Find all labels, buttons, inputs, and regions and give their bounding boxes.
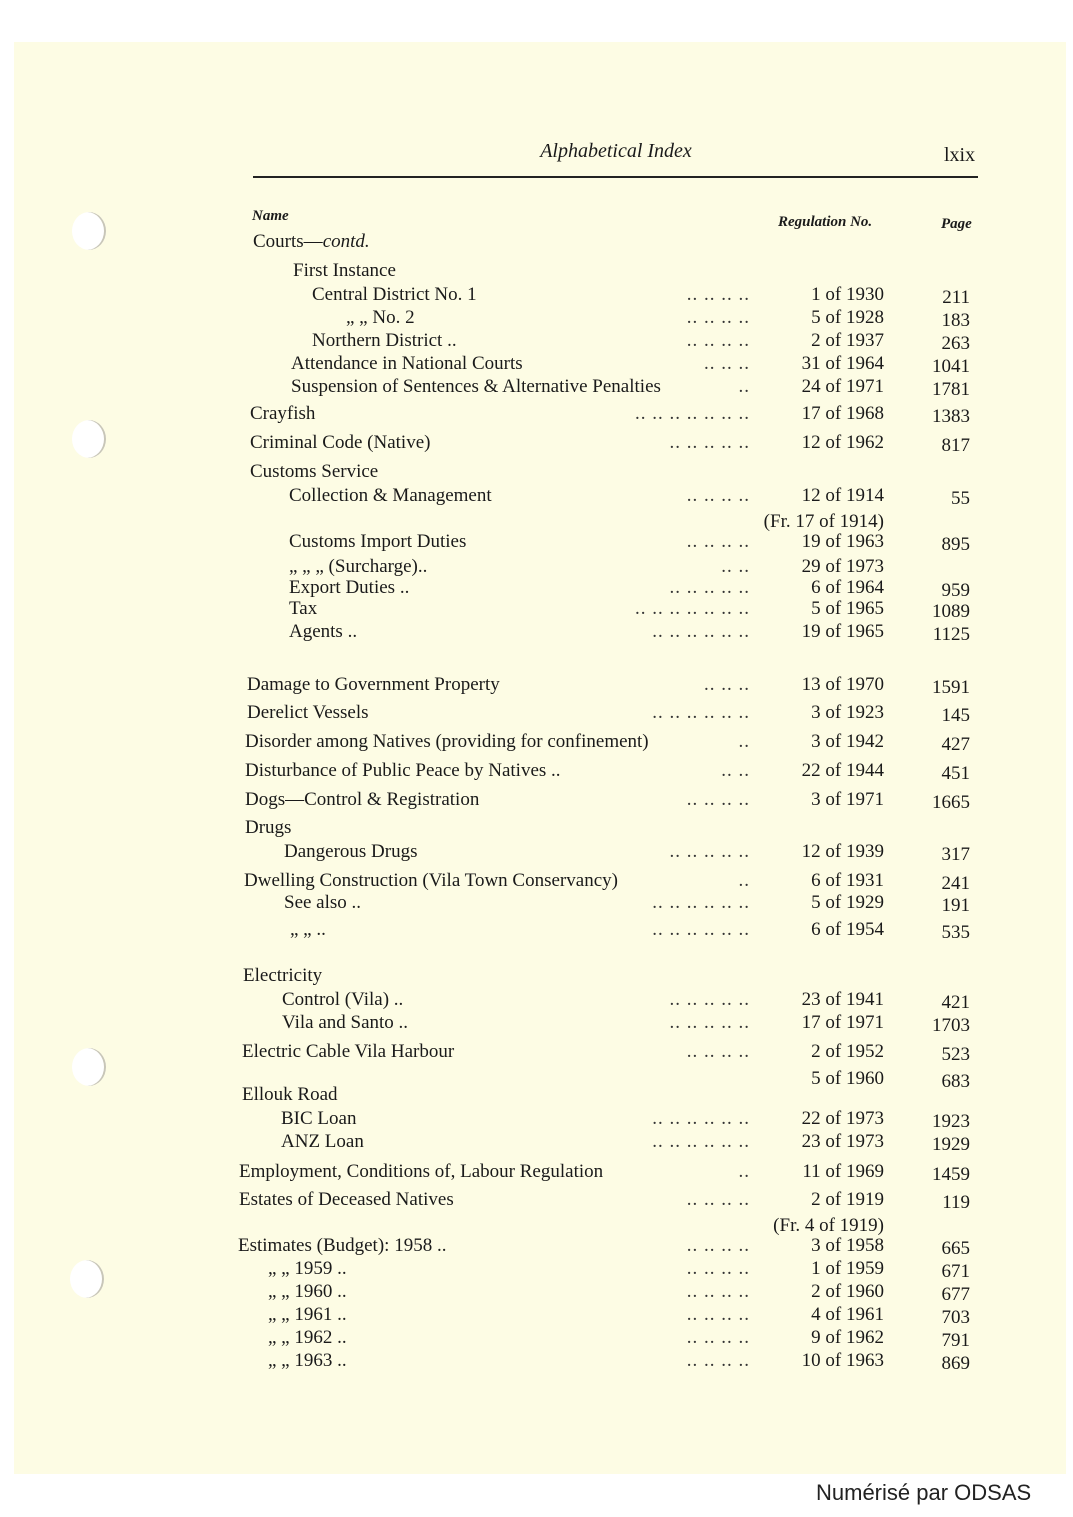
leader-dots: .. (738, 1161, 750, 1182)
leader-dots: .. .. .. .. .. (669, 989, 750, 1010)
index-entry (0, 230, 1073, 254)
entry-name: Agents .. (289, 621, 358, 642)
page-reference: 683 (941, 1071, 970, 1092)
index-entry (0, 1130, 1073, 1154)
leader-dots: .. .. .. .. .. .. (652, 702, 750, 723)
entry-name: Dogs—Control & Registration (245, 789, 480, 810)
page-reference: 241 (941, 873, 970, 894)
entry-name: See also .. (284, 892, 362, 913)
page-reference: 1929 (932, 1134, 970, 1155)
regulation-number: 19 of 1965 (801, 621, 884, 642)
entry-name: Drugs (245, 817, 292, 838)
page-reference: 1781 (932, 379, 970, 400)
page-reference: 959 (941, 580, 970, 601)
regulation-number: 11 of 1969 (802, 1161, 884, 1182)
regulation-number: 13 of 1970 (801, 674, 884, 695)
page-reference: 1383 (932, 406, 970, 427)
entry-name: „ „ 1961 .. (268, 1304, 347, 1325)
leader-dots: .. .. .. .. .. .. (652, 892, 750, 913)
leader-dots: .. .. .. .. .. .. (652, 919, 750, 940)
page-reference: 55 (951, 488, 970, 509)
index-entry (0, 840, 1073, 864)
index-entry (0, 1083, 1073, 1107)
index-entry (0, 788, 1073, 812)
leader-dots: .. .. .. .. (686, 1327, 750, 1348)
regulation-number: 29 of 1973 (801, 556, 884, 577)
index-entry (0, 530, 1073, 554)
index-entry (0, 306, 1073, 330)
entry-name: „ „ 1962 .. (268, 1327, 347, 1348)
page-reference: 119 (942, 1192, 970, 1213)
index-entry (0, 673, 1073, 697)
regulation-number: 17 of 1971 (801, 1012, 884, 1033)
regulation-number: 2 of 1960 (811, 1281, 884, 1302)
entry-name: Central District No. 1 (312, 284, 477, 305)
regulation-number: 22 of 1973 (801, 1108, 884, 1129)
index-entry (0, 283, 1073, 307)
entry-name: Employment, Conditions of, Labour Regulation (239, 1161, 604, 1182)
index-entry (0, 460, 1073, 484)
leader-dots: .. .. .. .. (686, 531, 750, 552)
entry-name: „ „ .. (290, 919, 326, 940)
regulation-number: 1 of 1930 (811, 284, 884, 305)
page-reference: 1923 (932, 1111, 970, 1132)
index-entry (0, 1011, 1073, 1035)
page-reference: 895 (941, 534, 970, 555)
leader-dots: .. .. .. .. (686, 307, 750, 328)
column-header-page: Page (941, 216, 972, 232)
entry-name: Electric Cable Vila Harbour (242, 1041, 455, 1062)
leader-dots: .. .. .. .. .. (669, 577, 750, 598)
page-number: lxix (944, 144, 976, 166)
page-reference: 191 (941, 895, 970, 916)
regulation-number: 12 of 1962 (801, 432, 884, 453)
index-entry (0, 759, 1073, 783)
leader-dots: .. .. .. .. (686, 1189, 750, 1210)
index-entry (0, 701, 1073, 725)
page-reference: 791 (941, 1330, 970, 1351)
entry-name: ANZ Loan (281, 1131, 364, 1152)
index-entry (0, 964, 1073, 988)
entry-name: Collection & Management (289, 485, 492, 506)
entry-name: Disturbance of Public Peace by Natives .. (245, 760, 561, 781)
leader-dots: .. .. .. .. .. (669, 841, 750, 862)
entry-name: Vila and Santo .. (282, 1012, 409, 1033)
index-entry (0, 431, 1073, 455)
regulation-number: 2 of 1919 (811, 1189, 884, 1210)
index-entry (0, 988, 1073, 1012)
page-reference: 671 (941, 1261, 970, 1282)
regulation-number: 5 of 1960 (811, 1068, 884, 1089)
entry-name: „ „ No. 2 (346, 307, 415, 328)
index-entry (0, 329, 1073, 353)
index-entry (0, 1040, 1073, 1064)
leader-dots: .. .. .. .. .. .. .. (635, 403, 750, 424)
entry-name: Estimates (Budget): 1958 .. (238, 1235, 447, 1256)
entry-name: „ „ 1960 .. (268, 1281, 347, 1302)
index-entry (0, 620, 1073, 644)
page-reference: 263 (941, 333, 970, 354)
entry-name: „ „ „ (Surcharge).. (289, 556, 428, 577)
regulation-number: 6 of 1964 (811, 577, 884, 598)
page-reference: 869 (941, 1353, 970, 1374)
regulation-number: 5 of 1929 (811, 892, 884, 913)
leader-dots: .. .. .. .. (686, 1235, 750, 1256)
index-entry (0, 730, 1073, 754)
regulation-number: 3 of 1923 (811, 702, 884, 723)
entry-name: Derelict Vessels (247, 702, 369, 723)
leader-dots: .. .. .. (704, 353, 750, 374)
page-reference: 183 (941, 310, 970, 331)
regulation-number: 23 of 1973 (801, 1131, 884, 1152)
index-entry (0, 869, 1073, 893)
regulation-number: 9 of 1962 (811, 1327, 884, 1348)
page-reference: 317 (941, 844, 970, 865)
index-entry (0, 816, 1073, 840)
page-reference: 1591 (932, 677, 970, 698)
entry-name: Courts—contd. (253, 231, 370, 252)
running-title: Alphabetical Index (540, 140, 692, 162)
index-entry (0, 1107, 1073, 1131)
leader-dots: .. (738, 731, 750, 752)
index-entry (0, 1188, 1073, 1212)
leader-dots: .. (738, 376, 750, 397)
entry-name: Export Duties .. (289, 577, 410, 598)
leader-dots: .. .. .. .. (686, 1281, 750, 1302)
entry-name: BIC Loan (281, 1108, 357, 1129)
page-reference: 211 (942, 287, 970, 308)
regulation-number: 4 of 1961 (811, 1304, 884, 1325)
scan-watermark: Numérisé par ODSAS (816, 1480, 1032, 1505)
leader-dots: .. .. .. .. (686, 1350, 750, 1371)
index-entry (0, 375, 1073, 399)
regulation-number: 1 of 1959 (811, 1258, 884, 1279)
leader-dots: .. .. .. .. (686, 330, 750, 351)
regulation-number: 6 of 1931 (811, 870, 884, 891)
page-reference: 451 (941, 763, 970, 784)
column-header-regulation: Regulation No. (778, 214, 873, 230)
page-reference: 1459 (932, 1164, 970, 1185)
entry-name: Northern District .. (312, 330, 457, 351)
entry-name: Electricity (243, 965, 323, 986)
leader-dots: .. .. .. .. .. .. (652, 1108, 750, 1129)
entry-name: Crayfish (250, 403, 316, 424)
page-reference: 421 (941, 992, 970, 1013)
leader-dots: .. .. .. .. .. .. .. (635, 598, 750, 619)
entry-name: Tax (289, 598, 318, 619)
entry-name: Control (Vila) .. (282, 989, 404, 1010)
page-reference: 1041 (932, 356, 970, 377)
page-reference: 665 (941, 1238, 970, 1259)
regulation-number: 3 of 1971 (811, 789, 884, 810)
leader-dots: .. (738, 870, 750, 891)
leader-dots: .. .. .. .. .. .. (652, 621, 750, 642)
regulation-number: 3 of 1958 (811, 1235, 884, 1256)
leader-dots: .. .. .. .. (686, 284, 750, 305)
regulation-number: 5 of 1965 (811, 598, 884, 619)
page-reference: 523 (941, 1044, 970, 1065)
regulation-number: 19 of 1963 (801, 531, 884, 552)
leader-dots: .. .. .. .. .. (669, 1012, 750, 1033)
index-entry (0, 1349, 1073, 1373)
index-entry (0, 1280, 1073, 1304)
leader-dots: .. .. .. .. .. .. (652, 1131, 750, 1152)
regulation-number: 12 of 1939 (801, 841, 884, 862)
entry-name: First Instance (293, 260, 396, 281)
regulation-number: 6 of 1954 (811, 919, 884, 940)
leader-dots: .. .. .. .. (686, 1304, 750, 1325)
entry-name: Estates of Deceased Natives (239, 1189, 454, 1210)
entry-name: Disorder among Natives (providing for confinement) (245, 731, 649, 752)
leader-dots: .. .. .. (704, 674, 750, 695)
leader-dots: .. .. .. .. (686, 485, 750, 506)
index-entry (0, 259, 1073, 283)
index-entry (0, 918, 1073, 942)
entry-name: Customs Import Duties (289, 531, 467, 552)
regulation-number: 3 of 1942 (811, 731, 884, 752)
index-entry (0, 1257, 1073, 1281)
page-reference: 535 (941, 922, 970, 943)
page-reference: 427 (941, 734, 970, 755)
regulation-number: 22 of 1944 (801, 760, 884, 781)
index-entry (0, 352, 1073, 376)
column-header-name: Name (252, 208, 289, 224)
leader-dots: .. .. .. .. (686, 1041, 750, 1062)
leader-dots: .. .. .. .. .. (669, 432, 750, 453)
page-reference: 677 (941, 1284, 970, 1305)
regulation-number: (Fr. 4 of 1919) (773, 1215, 884, 1236)
index-entry (0, 891, 1073, 915)
regulation-number: 5 of 1928 (811, 307, 884, 328)
entry-name: Customs Service (250, 461, 379, 482)
regulation-number: 10 of 1963 (801, 1350, 884, 1371)
regulation-number: 12 of 1914 (801, 485, 884, 506)
page-reference: 817 (941, 435, 970, 456)
page-reference: 1665 (932, 792, 970, 813)
entry-name: Dwelling Construction (Vila Town Conservancy) (244, 870, 618, 891)
header-rule (253, 176, 978, 178)
index-entry (0, 1326, 1073, 1350)
regulation-number: 17 of 1968 (801, 403, 884, 424)
entry-name: Dangerous Drugs (284, 841, 418, 862)
leader-dots: .. .. .. .. (686, 1258, 750, 1279)
regulation-number: 23 of 1941 (801, 989, 884, 1010)
leader-dots: .. .. .. .. (686, 789, 750, 810)
entry-name: Ellouk Road (242, 1084, 338, 1105)
page-reference: 1089 (932, 601, 970, 622)
leader-dots: .. .. (721, 556, 750, 577)
index-entry (0, 402, 1073, 426)
entry-name: „ „ 1959 .. (268, 1258, 347, 1279)
leader-dots: .. .. (721, 760, 750, 781)
page-reference: 703 (941, 1307, 970, 1328)
page-reference: 1703 (932, 1015, 970, 1036)
regulation-number: 2 of 1937 (811, 330, 884, 351)
entry-name: „ „ 1963 .. (268, 1350, 347, 1371)
index-entry (0, 1234, 1073, 1258)
regulation-number: 24 of 1971 (801, 376, 884, 397)
page-reference: 1125 (932, 624, 970, 645)
page-reference: 145 (941, 705, 970, 726)
index-entry (0, 597, 1073, 621)
index-entry (0, 1303, 1073, 1327)
regulation-number: 31 of 1964 (801, 353, 884, 374)
entry-name: Suspension of Sentences & Alternative Penalties (291, 376, 661, 397)
regulation-number: (Fr. 17 of 1914) (763, 511, 884, 532)
index-entry (0, 1160, 1073, 1184)
entry-name: Attendance in National Courts (291, 353, 523, 374)
index-entry (0, 484, 1073, 508)
entry-name: Criminal Code (Native) (250, 432, 431, 453)
entry-name: Damage to Government Property (247, 674, 500, 695)
regulation-number: 2 of 1952 (811, 1041, 884, 1062)
